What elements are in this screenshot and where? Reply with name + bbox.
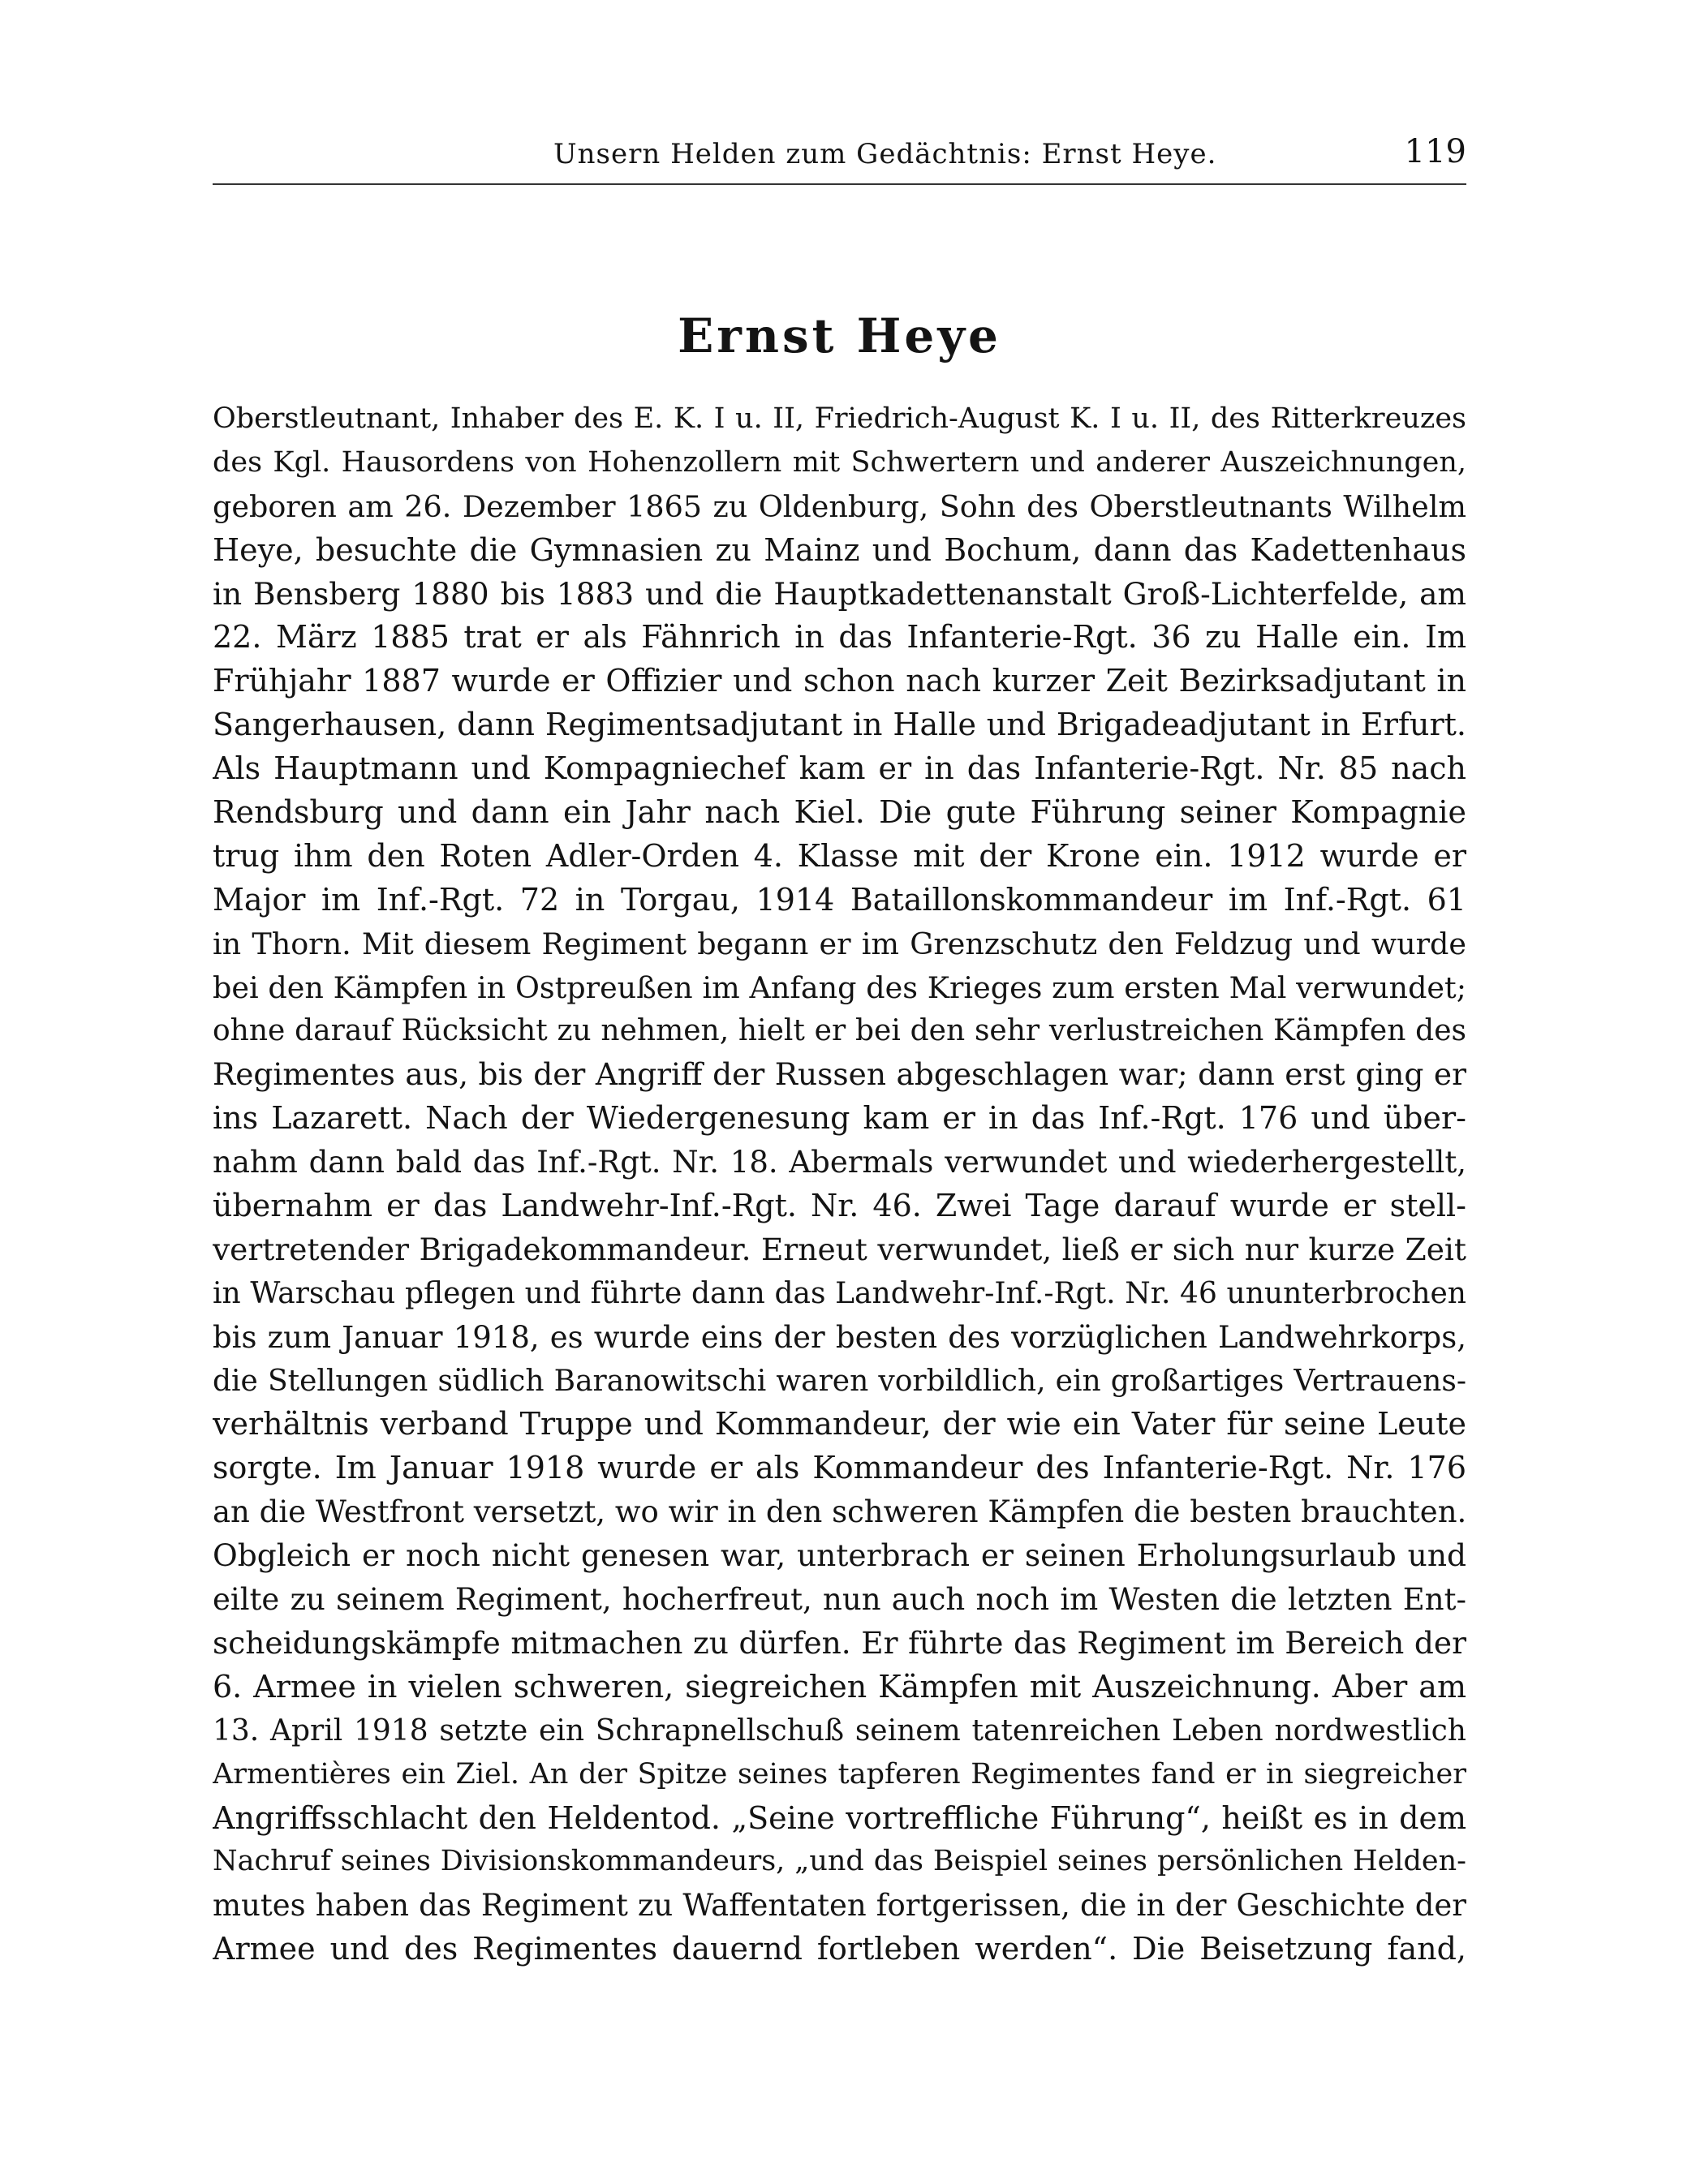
text-line: Oberstleutnant, Inhaber des E. K. I u. II, Friedrich-August K. I u. II, des Ritterkreuzes <box>213 402 1466 435</box>
text-line: die Stellungen südlich Baranowitschi waren vorbildlich, ein großartiges Vertrauens- <box>213 1364 1466 1398</box>
text-line: eilte zu seinem Regiment, hocherfreut, nun auch noch im Westen die letzten Ent- <box>213 1582 1466 1618</box>
text-line: ohne darauf Rücksicht zu nehmen, hielt er bei den sehr verlustreichen Kämpfen des <box>213 1014 1466 1048</box>
text-line: Armee und des Regimentes dauernd fortleben werden“. Die Beisetzung fand, <box>213 1931 1466 1967</box>
text-line: Armentières ein Ziel. An der Spitze seines tapferen Regimentes fand er in siegreicher <box>213 1757 1466 1791</box>
text-line: bis zum Januar 1918, es wurde eins der besten des vorzüglichen Landwehrkorps, <box>213 1319 1466 1355</box>
text-line: Rendsburg und dann ein Jahr nach Kiel. Die gute Führung seiner Kompagnie <box>213 794 1466 831</box>
text-line: in Thorn. Mit diesem Regiment begann er im Grenzschutz den Feldzug und wurde <box>213 926 1466 961</box>
article-body <box>213 398 1466 1971</box>
text-line: 13. April 1918 setzte ein Schrapnellschuß seinem tatenreichen Leben nordwestlich <box>213 1713 1466 1748</box>
text-line: Heye, besuchte die Gymnasien zu Mainz und Bochum, dann das Kadettenhaus <box>213 531 1466 568</box>
text-line: Frühjahr 1887 wurde er Offizier und schon nach kurzer Zeit Bezirksadjutant in <box>213 663 1466 699</box>
text-line: Sangerhausen, dann Regimentsadjutant in Halle und Brigadeadjutant in Erfurt. <box>213 707 1466 743</box>
text-line: Major im Inf.-Rgt. 72 in Torgau, 1914 Bataillonskommandeur im Inf.-Rgt. 61 <box>213 881 1466 918</box>
running-head <box>213 131 1466 180</box>
text-line: 6. Armee in vielen schweren, siegreichen Kämpfen mit Auszeichnung. Aber am <box>213 1668 1466 1705</box>
text-line: verhältnis verband Truppe und Kommandeur, der wie ein Vater für seine Leute <box>213 1406 1466 1442</box>
text-line: Obgleich er noch nicht genesen war, unterbrach er seinen Erholungsurlaub und <box>213 1537 1466 1574</box>
text-line: mutes haben das Regiment zu Waffentaten fortgerissen, die in der Geschichte der <box>213 1888 1466 1924</box>
text-line: 22. März 1885 trat er als Fähnrich in das Infanterie-Rgt. 36 zu Halle ein. Im <box>213 619 1466 656</box>
text-line: des Kgl. Hausordens von Hohenzollern mit Schwertern und anderer Auszeichnungen, <box>213 445 1466 479</box>
text-line: übernahm er das Landwehr-Inf.-Rgt. Nr. 46. Zwei Tage darauf wurde er stell- <box>213 1188 1466 1224</box>
text-line: Regimentes aus, bis der Angriff der Russen abgeschlagen war; dann erst ging er <box>213 1056 1466 1093</box>
text-line: Als Hauptmann und Kompagniechef kam er in das Infanterie-Rgt. Nr. 85 nach <box>213 750 1466 787</box>
text-line: geboren am 26. Dezember 1865 zu Oldenburg, Sohn des Oberstleutnants Wilhelm <box>213 488 1466 524</box>
text-line: in Warschau pflegen und führte dann das Landwehr-Inf.-Rgt. Nr. 46 ununterbrochen <box>213 1276 1466 1310</box>
text-line: Nachruf seines Divisionskommandeurs, „und das Beispiel seines persönlichen Helden- <box>213 1845 1466 1878</box>
text-line: ins Lazarett. Nach der Wiedergenesung kam er in das Inf.-Rgt. 176 und über- <box>213 1100 1466 1137</box>
text-line: trug ihm den Roten Adler-Orden 4. Klasse mit der Krone ein. 1912 wurde er <box>213 837 1466 874</box>
header-rule <box>213 183 1466 185</box>
text-line: in Bensberg 1880 bis 1883 und die Hauptkadettenanstalt Groß-Lichterfelde, am <box>213 575 1466 612</box>
page-number: 119 <box>1404 133 1466 170</box>
text-line: an die Westfront versetzt, wo wir in den schweren Kämpfen die besten brauchten. <box>213 1494 1466 1530</box>
text-line: scheidungskämpfe mitmachen zu dürfen. Er führte das Regiment im Bereich der <box>213 1624 1466 1661</box>
text-line: nahm dann bald das Inf.-Rgt. Nr. 18. Abermals verwundet und wiederhergestellt, <box>213 1145 1466 1180</box>
article-title: Ernst Heye <box>678 308 1001 363</box>
text-line: bei den Kämpfen in Ostpreußen im Anfang des Krieges zum ersten Mal verwundet; <box>213 969 1466 1005</box>
text-line: Angriffsschlacht den Heldentod. „Seine vortreffliche Führung“, heißt es in dem <box>213 1799 1466 1836</box>
text-line: sorgte. Im Januar 1918 wurde er als Kommandeur des Infanterie-Rgt. Nr. 176 <box>213 1450 1466 1486</box>
text-line: vertretender Brigadekommandeur. Erneut verwundet, ließ er sich nur kurze Zeit <box>213 1231 1466 1267</box>
running-title: Unsern Helden zum Gedächtnis: Ernst Heye. <box>553 138 1217 170</box>
